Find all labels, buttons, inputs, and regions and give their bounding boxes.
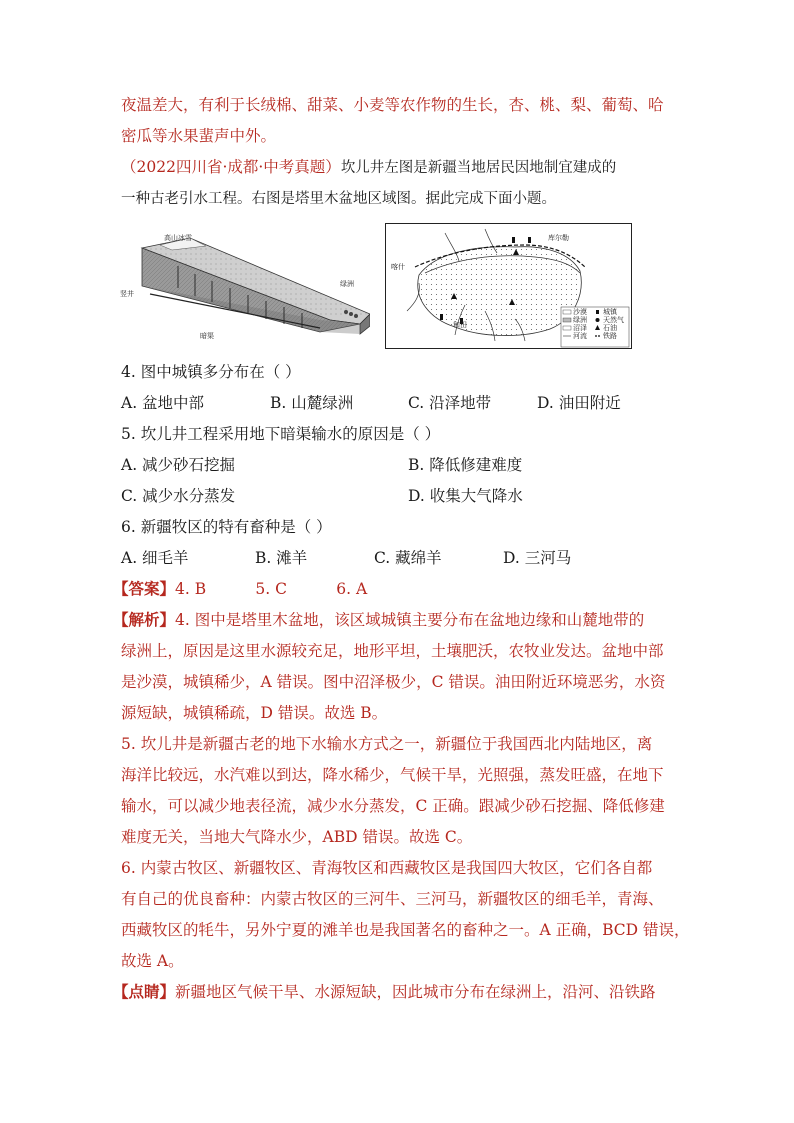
question-header (121, 156, 616, 179)
analysis-p6-4: 故选 A。 (121, 952, 184, 970)
analysis-tag: 【解析】 (113, 610, 176, 629)
analysis-p6-3: 西藏牧区的牦牛，另外宁夏的滩羊也是我国著名的畜种之一。A 正确，BCD 错误， (121, 921, 690, 939)
q5-option-b: B. 降低修建难度 (408, 456, 523, 474)
q5-option-d: D. 收集大气降水 (408, 487, 523, 505)
q6-option-d: D. 三河马 (503, 549, 572, 567)
q4-option-b: B. 山麓绿洲 (270, 394, 354, 412)
q5-option-a: A. 减少砂石挖掘 (121, 456, 236, 474)
question-text-1: 坎儿井左图是新疆当地居民因地制宜建成的 (340, 160, 617, 176)
question-text-2 (121, 187, 556, 210)
analysis-p4-4: 源短缺，城镇稀疏，D 错误。故选 B。 (121, 704, 388, 722)
q4-option-a: A. 盆地中部 (121, 394, 205, 412)
q4-stem: 4. 图中城镇多分布在（ ） (121, 363, 301, 381)
tarim-basin-map (385, 223, 632, 349)
q4-option-c: C. 沿泽地带 (408, 394, 492, 412)
legend-item: 河流 (573, 332, 587, 340)
answer-line (113, 578, 367, 600)
question-source: （2022四川省·成都·中考真题） (121, 158, 341, 176)
q4-option-d: D. 油田附近 (537, 394, 621, 412)
analysis-p6-1: 6. 内蒙古牧区、新疆牧区、青海牧区和西藏牧区是我国四大牧区，它们各自都 (121, 859, 653, 877)
label-shaft: 竖井 (120, 290, 134, 298)
map-legend (561, 307, 629, 347)
label-oasis: 绿洲 (340, 280, 354, 288)
comment-text: 新疆地区气候干旱、水源短缺，因此城市分布在绿洲上，沿河、沿铁路 (175, 983, 656, 1001)
label-kashgar: 喀什 (391, 263, 405, 271)
label-snow: 高山冰雪 (164, 234, 192, 242)
analysis-p5-4: 难度无关，当地大气降水少，ABD 错误。故选 C。 (121, 828, 473, 846)
analysis-p4-3: 是沙漠，城镇稀少，A 错误。图中沼泽极少，C 错误。油田附近环境恶劣，水资 (121, 673, 666, 691)
q6-option-b: B. 滩羊 (255, 549, 308, 567)
analysis-p4-2: 绿洲上，原因是这里水源较充足，地形平坦，土壤肥沃，农牧业发达。盆地中部 (121, 642, 664, 660)
legend-item: 天然气 (603, 316, 624, 324)
legend-item: 城镇 (603, 308, 617, 316)
analysis-p5-1: 5. 坎儿井是新疆古老的地下水输水方式之一，新疆位于我国西北内陆地区，离 (121, 735, 653, 753)
analysis-p5-3: 输水，可以减少地表径流，减少水分蒸发，C 正确。跟减少砂石挖掘、降低修建 (121, 797, 665, 815)
intro-line-1: 夜温差大，有利于长绒棉、甜菜、小麦等农作物的生长，杏、桃、梨、葡萄、哈 (121, 96, 664, 114)
q5-option-c: C. 减少水分蒸发 (121, 487, 236, 505)
question-text-2a: 一种古老引水工程。右图是塔里木盆地区域图。据此完成下面小题。 (121, 191, 556, 207)
label-channel: 暗渠 (200, 332, 214, 340)
comment-line (113, 981, 656, 1003)
analysis-p6-2: 有自己的优良畜种：内蒙古牧区的三河牛、三河马，新疆牧区的细毛羊，青海、 (121, 890, 664, 908)
legend-item: 石油 (603, 324, 617, 332)
legend-item: 沼泽 (573, 324, 587, 332)
answer-text: 4. B 5. C 6. A (175, 580, 368, 598)
legend-item: 沙漠 (573, 308, 587, 316)
legend-item: 绿洲 (573, 316, 587, 324)
label-hotan: 和田 (453, 321, 467, 329)
analysis-line-1 (113, 609, 644, 631)
analysis-p4-1: 4. 图中是塔里木盆地，该区域城镇主要分布在盆地边缘和山麓地带的 (175, 611, 645, 629)
label-korla: 库尔勒 (548, 234, 569, 242)
intro-line-2: 密瓜等水果蜚声中外。 (121, 127, 277, 145)
q6-option-c: C. 藏绵羊 (374, 549, 442, 567)
comment-tag: 【点睛】 (113, 982, 176, 1001)
legend-item: 铁路 (603, 332, 617, 340)
q6-stem: 6. 新疆牧区的特有畜种是（ ） (121, 518, 332, 536)
analysis-p5-2: 海洋比较远，水汽难以到达，降水稀少，气候干旱，光照强，蒸发旺盛，在地下 (121, 766, 664, 784)
karez-diagram (120, 228, 370, 346)
q5-stem: 5. 坎儿井工程采用地下暗渠输水的原因是（ ） (121, 425, 441, 443)
answer-tag: 【答案】 (113, 579, 176, 598)
q6-option-a: A. 细毛羊 (121, 549, 189, 567)
